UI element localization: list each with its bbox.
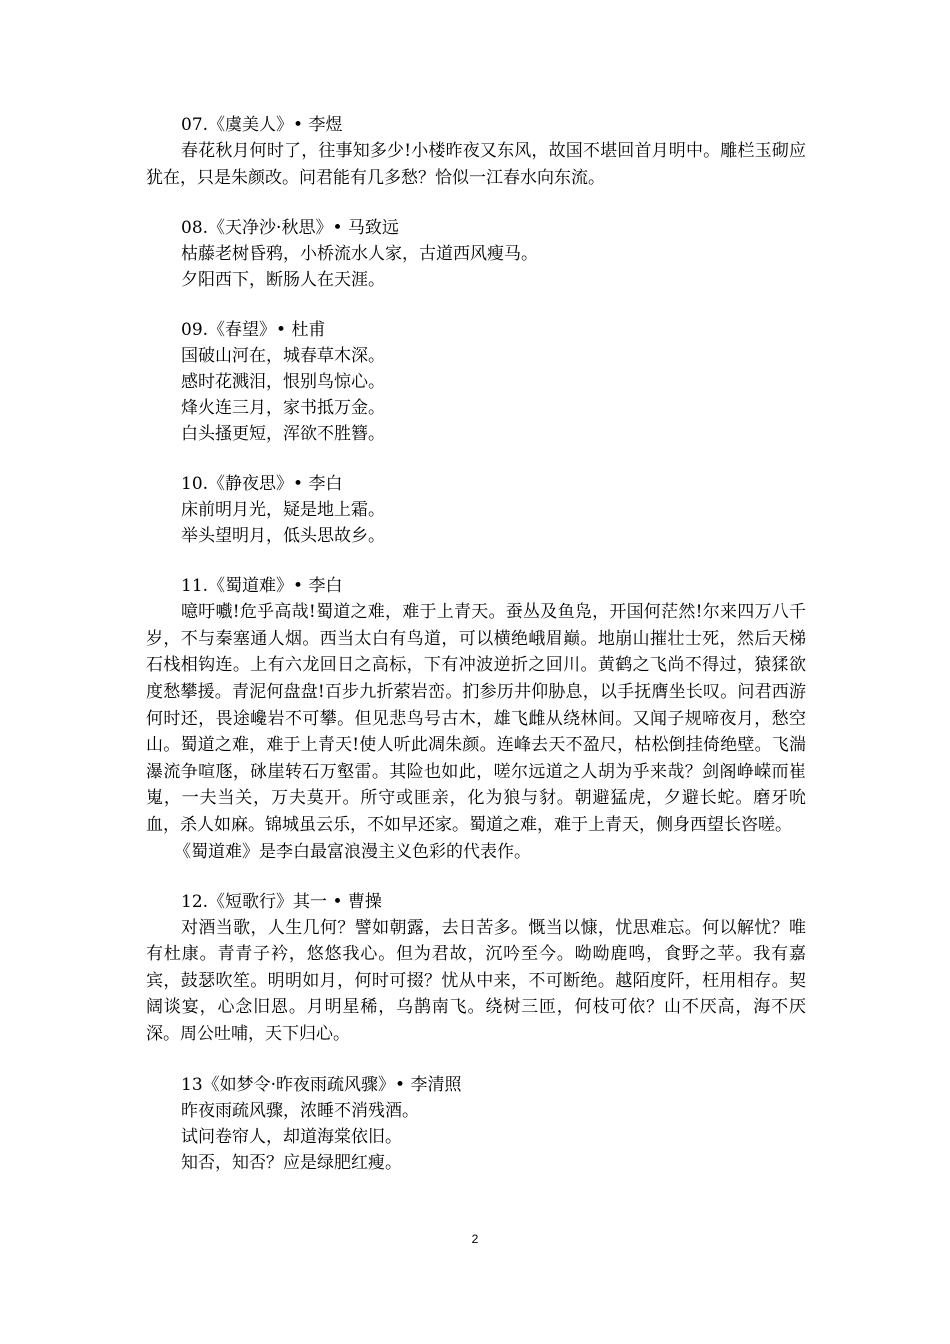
document-page	[146, 112, 806, 1200]
poem-line: 床前明月光，疑是地上霜。	[181, 500, 385, 521]
poem-text: 对酒当歌，人生几何？譬如朝露，去日苦多。慨当以慷，忧思难忘。何以解忧？唯有杜康。青青子衿，悠悠我心。但为君故，沉吟至今。呦呦鹿鸣，食野之苹。我有嘉宾，鼓瑟吹笙。明明如月，何时可掇？忧从中来，不可断绝。越陌度阡，枉用相存。契阔谈宴，心念旧恩。月明星稀，乌鹊南飞。绕树三匝，何枝可依？山不厌高，海不厌深。周公吐哺，天下归心。	[146, 917, 806, 1044]
poem-13	[146, 1072, 806, 1176]
poem-line: 举头望明月，低头思故乡。	[181, 526, 385, 547]
poem-heading: 08.《天净沙·秋思》• 马致远	[181, 218, 399, 239]
poem-line: 知否，知否？应是绿肥红瘦。	[181, 1152, 402, 1173]
poem-line: 国破山河在，城春草木深。	[181, 346, 385, 367]
poem-09	[146, 317, 806, 447]
poem-line: 白头搔更短，浑欲不胜簪。	[181, 424, 385, 445]
poem-heading: 12.《短歌行》其一 • 曹操	[181, 891, 382, 912]
poem-heading: 09.《春望》• 杜甫	[181, 320, 326, 341]
poem-08	[146, 215, 806, 293]
poem-text: 噫吁嚱!危乎高哉!蜀道之难，难于上青天。蚕丛及鱼凫，开国何茫然!尔来四万八千岁，不与秦塞通人烟。西当太白有鸟道，可以横绝峨眉巅。地崩山摧壮士死，然后天梯石栈相钩连。上有六龙回日之高标，下有冲波逆折之回川。黄鹤之飞尚不得过，猿猱欲度愁攀援。青泥何盘盘!百步九折萦岩峦。扪参历井仰胁息，以手抚膺坐长叹。问君西游何时还，畏途巉岩不可攀。但见悲鸟号古木，雄飞雌从绕林间。又闻子规啼夜月，愁空山。蜀道之难，难于上青天!使人听此凋朱颜。连峰去天不盈尺，枯松倒挂倚绝壁。飞湍瀑流争喧豗，砯崖转石万壑雷。其险也如此，嗟尔远道之人胡为乎来哉？剑阁峥嵘而崔嵬，一夫当关，万夫莫开。所守或匪亲，化为狼与豺。朝避猛虎，夕避长蛇。磨牙吮血，杀人如麻。锦城虽云乐，不如早还家。蜀道之难，难于上青天，侧身西望长咨嗟。	[146, 602, 806, 835]
poem-note: 《蜀道难》是李白最富浪漫主义色彩的代表作。	[174, 841, 531, 862]
poem-12	[146, 889, 806, 1048]
poem-line: 试问卷帘人，却道海棠依旧。	[181, 1126, 402, 1147]
poem-heading: 11.《蜀道难》• 李白	[181, 576, 343, 597]
page-number: 2	[471, 1232, 479, 1246]
poem-text: 春花秋月何时了，往事知多少!小楼昨夜又东风，故国不堪回首月明中。雕栏玉砌应犹在，只是朱颜改。问君能有几多愁？恰似一江春水向东流。	[146, 141, 806, 188]
poem-line: 昨夜雨疏风骤，浓睡不消残酒。	[181, 1100, 419, 1121]
poem-line: 感时花溅泪，恨别鸟惊心。	[181, 372, 385, 393]
poem-line: 夕阳西下，断肠人在天涯。	[181, 270, 385, 291]
poem-line: 枯藤老树昏鸦，小桥流水人家，古道西风瘦马。	[181, 244, 538, 265]
poem-heading: 10.《静夜思》• 李白	[181, 474, 343, 495]
poem-heading: 13《如梦令·昨夜雨疏风骤》• 李清照	[181, 1074, 462, 1095]
poem-10	[146, 471, 806, 549]
poem-11	[146, 573, 806, 864]
poem-heading: 07.《虞美人》• 李煜	[181, 115, 343, 135]
poem-07	[146, 112, 806, 191]
poem-line: 烽火连三月，家书抵万金。	[181, 398, 385, 419]
